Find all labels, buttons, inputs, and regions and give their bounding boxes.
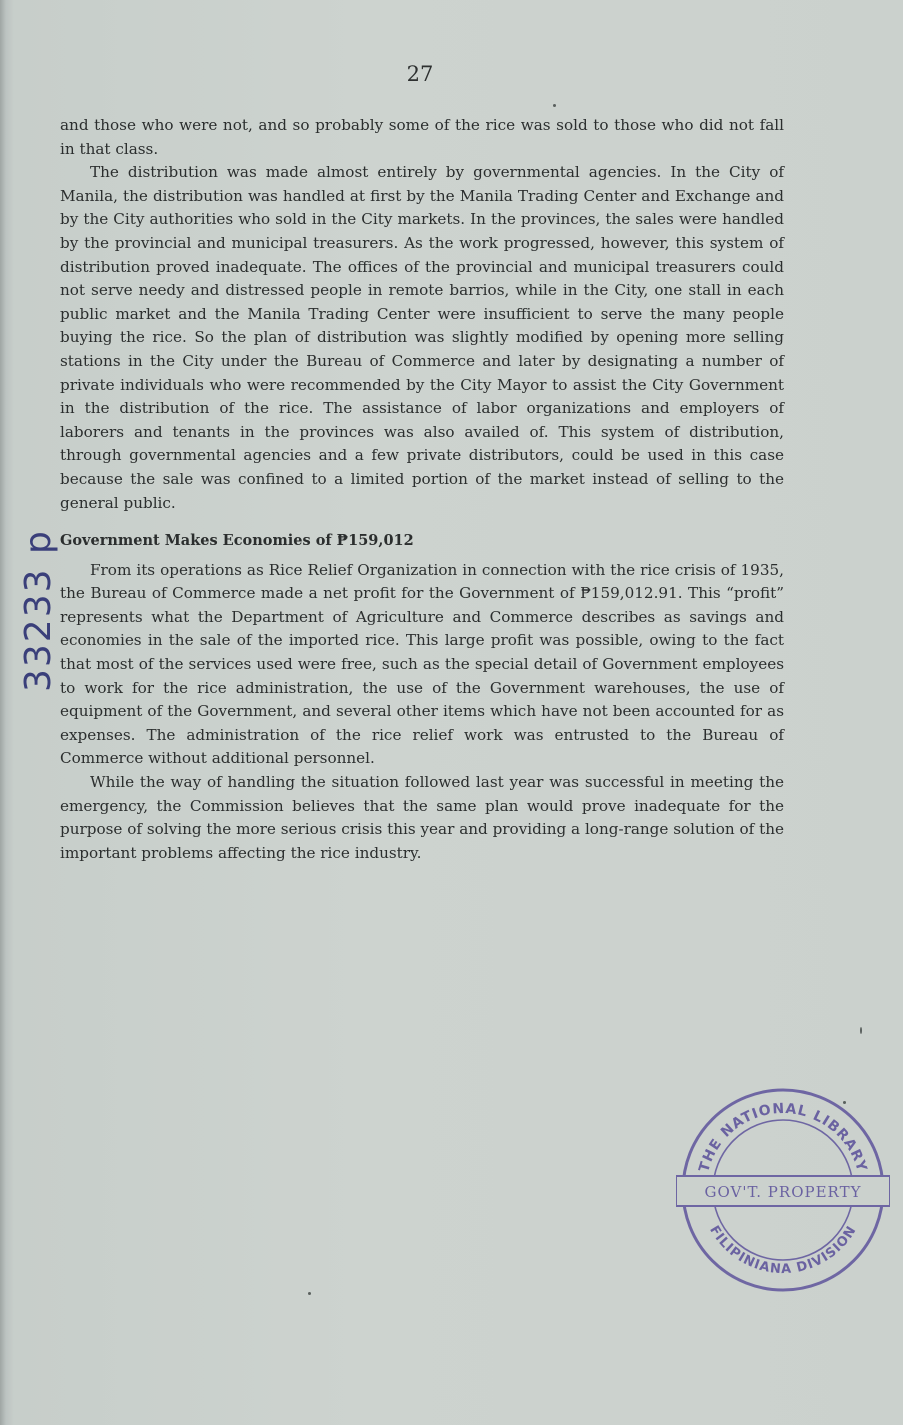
paragraph-distribution: The distribution was made almost entirely by governmental agencies. In the City of Manila, the distribution was handled at first by the Manila Trading Center and Exchange and by the City authorities who sold in the City markets. In the provinces, the sales were handled by the provincial and municipal treasurers. As the work progressed, however, this system of distribution proved inadequate. The offices of the provincial and municipal treasurers could not serve needy and distressed people in remote barrios, while in the City, one stall in each public market and the Manila Trading Center were insufficient to serve the many people buying the rice. So the plan of distribution was slightly modified by opening more selling stations in the City under the Bureau of Commerce and later by designating a number of private individuals who were recommended by the City Mayor to assist the City Government in the distribution of the rice. The assistance of labor organizations and employers of laborers and tenants in the provinces was also availed of. This system of distribution, through governmental agencies and a few private distributors, could be used in this case because the sale was confined to a limited portion of the market instead of selling to the general public. [60,163,784,512]
stamp-bottom-text: FILIPINIANA DIVISION [706,1223,860,1278]
handwritten-accession-number: 33233 p [18,529,59,692]
stamp-center-text: GOV'T. PROPERTY [704,1183,862,1201]
paper-speck [843,1101,846,1104]
paragraph-profit: From its operations as Rice Relief Organization in connection with the rice crisis of 1935, the Bureau of Commerce made a net profit for the Government of ₱159,012.91. This “profit” represents what the Department of Agriculture and Commerce describes as savings and economies in the sale of the imported rice. This large profit was possible, owing to the fact that most of the services used were free, such as the special detail of Government employees to work for the rice administration, the use of the Government warehouses, the use of equipment of the Government, and several other items which have not been accounted for as expenses. The administration of the rice relief work was entrusted to the Bureau of Commerce without additional personnel. [60,560,784,768]
stamp-top-text: THE NATIONAL LIBRARY [696,1100,870,1175]
body-text [60,114,784,865]
paper-speck [308,1292,311,1295]
section-heading: Government Makes Economies of ₱159,012 [60,532,414,550]
library-stamp [676,1083,890,1297]
paragraph-conclusion: While the way of handling the situation followed last year was successful in meeting the emergency, the Commission believes that the same plan would prove inadequate for the purpose of solving the more serious crisis this year and providing a long-range solution of the important problems affecting the rice industry. [60,773,784,862]
paper-speck [860,1027,862,1034]
page-number: 27 [406,62,434,86]
paper-speck [553,104,556,107]
paragraph-continued: and those who were not, and so probably some of the rice was sold to those who did not fall in that class. [60,116,784,158]
